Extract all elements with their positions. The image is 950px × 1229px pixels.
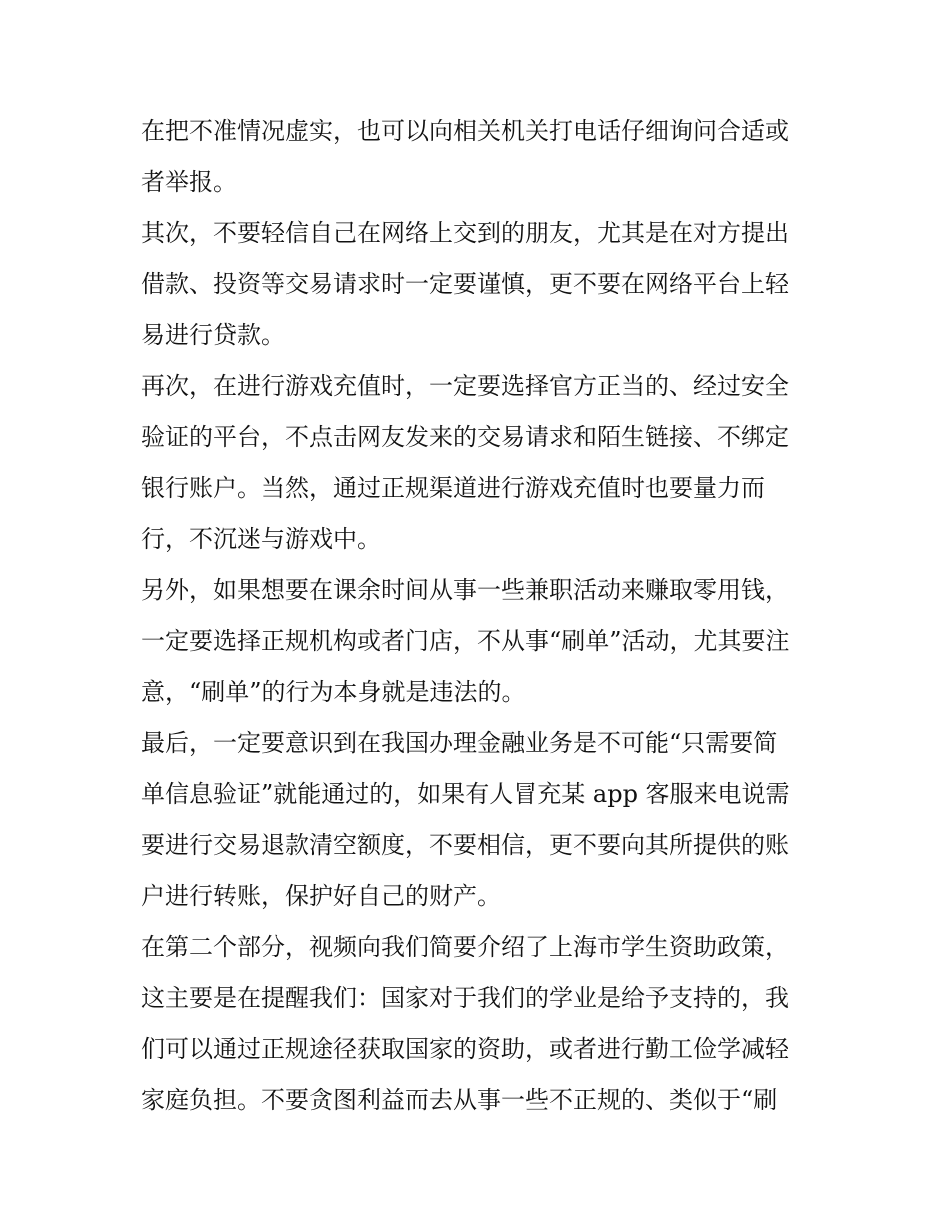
text-line: 再次，在进行游戏充值时，一定要选择官方正当的、经过安全 (141, 372, 789, 400)
paragraph-online-friends (141, 208, 813, 361)
text-line: 借款、投资等交易请求时一定要谨慎，更不要在网络平台上轻 (141, 270, 789, 298)
text-line: 们可以通过正规途径获取国家的资助，或者进行勤工俭学减轻 (141, 1035, 789, 1063)
text-line: 家庭负担。不要贪图利益而去从事一些不正规的、类似于“刷 (141, 1086, 778, 1114)
text-line: 意，“刷单”的行为本身就是违法的。 (141, 678, 526, 706)
paragraph-financial-fraud (141, 718, 813, 922)
text-line: 行，不沉迷与游戏中。 (141, 525, 381, 553)
text-line: 这主要是在提醒我们：国家对于我们的学业是给予支持的，我 (141, 984, 789, 1012)
paragraph-game-recharge (141, 361, 813, 565)
text-line: 者举报。 (141, 168, 237, 196)
text-line: 在把不准情况虚实，也可以向相关机关打电话仔细询问合适或 (141, 117, 789, 145)
text-line: 要进行交易退款清空额度，不要相信，更不要向其所提供的账 (141, 831, 789, 859)
text-line: 最后，一定要意识到在我国办理金融业务是不可能“只需要简 (141, 729, 778, 757)
text-line: 验证的平台，不点击网友发来的交易请求和陌生链接、不绑定 (141, 423, 789, 451)
text-line: 在第二个部分，视频向我们简要介绍了上海市学生资助政策， (141, 933, 789, 961)
text-line: 易进行贷款。 (141, 321, 285, 349)
paragraph-part-time-work (141, 565, 813, 718)
text-line: 其次，不要轻信自己在网络上交到的朋友，尤其是在对方提出 (141, 219, 789, 247)
text-line: 银行账户。当然，通过正规渠道进行游戏充值时也要量力而 (141, 474, 765, 502)
text-line: 单信息验证”就能通过的，如果有人冒充某 app 客服来电说需 (141, 780, 790, 808)
paragraph-student-aid (141, 922, 813, 1126)
text-line: 另外，如果想要在课余时间从事一些兼职活动来赚取零用钱， (141, 576, 789, 604)
document-body (141, 106, 813, 1126)
paragraph-report (141, 106, 813, 208)
text-line: 户进行转账，保护好自己的财产。 (141, 882, 501, 910)
text-line: 一定要选择正规机构或者门店，不从事“刷单”活动，尤其要注 (141, 627, 790, 655)
